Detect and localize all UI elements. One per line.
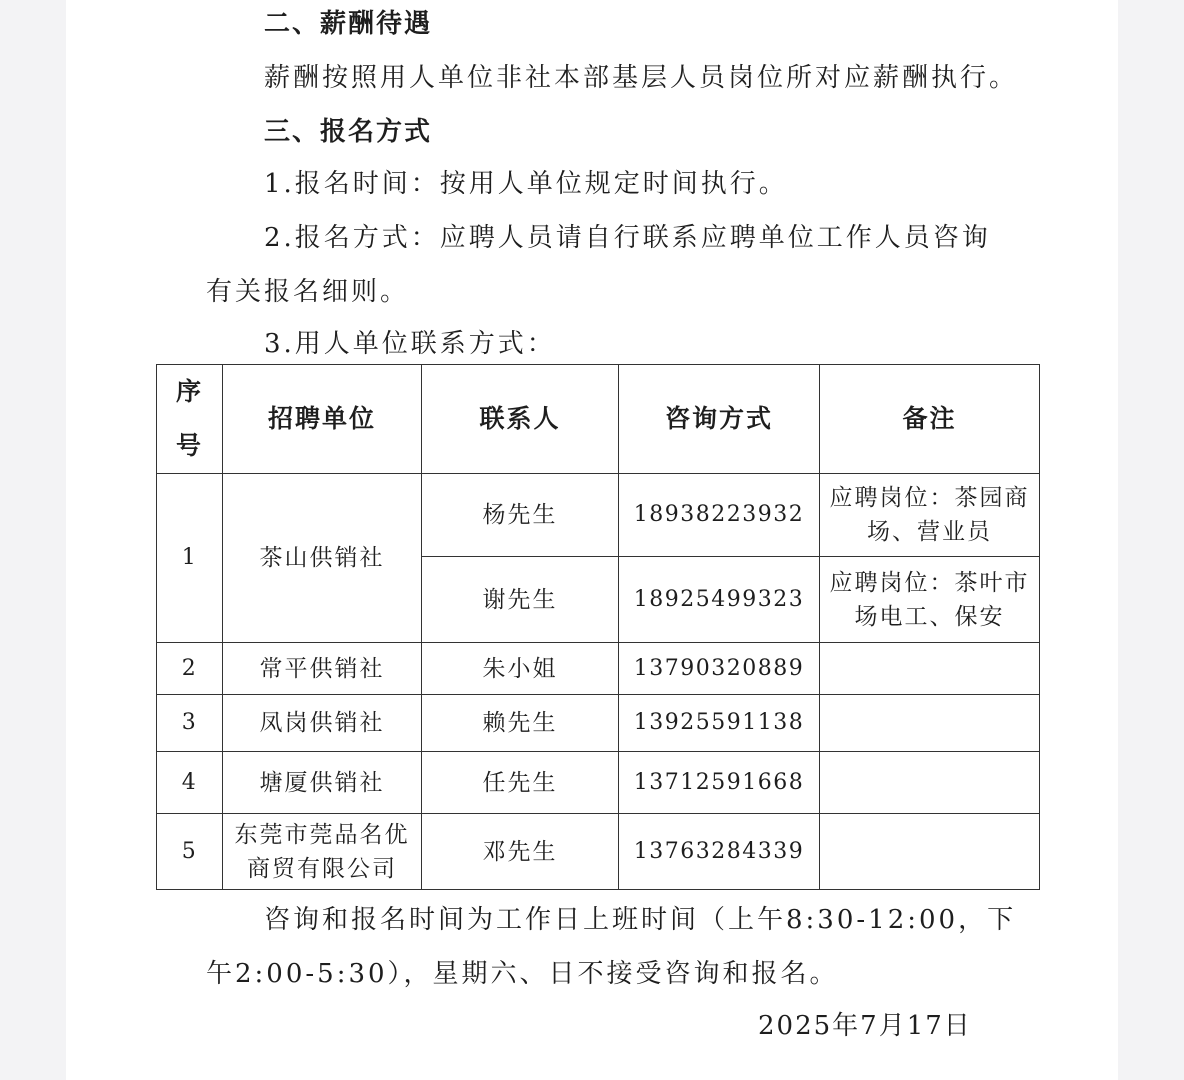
- header-unit: 招聘单位: [223, 365, 422, 474]
- remark-line: 场、营业员: [867, 519, 992, 545]
- signup-method-item: 2.报名方式：应聘人员请自行联系应聘单位工作人员咨询: [264, 223, 991, 253]
- header-phone: 咨询方式: [619, 365, 820, 474]
- contact-info-item: 3.用人单位联系方式：: [264, 329, 556, 359]
- row-remark: [820, 557, 1040, 643]
- row-seq: 3: [157, 695, 223, 752]
- row-phone: 13925591138: [619, 695, 820, 752]
- header-seq-top: 序: [175, 377, 203, 406]
- row-phone: 13790320889: [619, 643, 820, 695]
- row-contact: 任先生: [422, 752, 619, 814]
- inquiry-note-cont: 午2:00-5:30），星期六、日不接受咨询和报名。: [206, 959, 839, 989]
- document-date: 2025年7月17日: [758, 1011, 972, 1041]
- row-phone: 18925499323: [619, 557, 820, 643]
- signup-heading: 三、报名方式: [264, 117, 433, 147]
- salary-text: 薪酬按照用人单位非社本部基层人员岗位所对应薪酬执行。: [264, 63, 1019, 93]
- row-contact: 朱小姐: [422, 643, 619, 695]
- table-row: [157, 643, 1040, 695]
- row-phone: 13763284339: [619, 814, 820, 890]
- remark-line: 应聘岗位：茶叶市: [829, 569, 1030, 596]
- remark-line: 应聘岗位：茶园商: [829, 485, 1030, 511]
- row-contact: 谢先生: [422, 557, 619, 643]
- header-seq: [157, 365, 223, 474]
- table-row: [157, 695, 1040, 752]
- table-row: [157, 814, 1040, 890]
- row-unit: 凤岗供销社: [223, 695, 422, 752]
- row-phone: 18938223932: [619, 474, 820, 557]
- row-remark: [820, 752, 1040, 814]
- row-phone: 13712591668: [619, 752, 820, 814]
- remark-line: 场电工、保安: [854, 603, 1005, 630]
- row-unit: 塘厦供销社: [223, 752, 422, 814]
- table-row: [157, 752, 1040, 814]
- header-seq-bottom: 号: [175, 431, 203, 460]
- row-contact: 邓先生: [422, 814, 619, 890]
- header-remark: 备注: [820, 365, 1040, 474]
- inquiry-note: 咨询和报名时间为工作日上班时间（上午8:30-12:00，下: [264, 905, 1017, 935]
- row-contact: 杨先生: [422, 474, 619, 557]
- row-remark: [820, 474, 1040, 557]
- row-contact: 赖先生: [422, 695, 619, 752]
- row-seq: 2: [157, 643, 223, 695]
- row-unit: 茶山供销社: [223, 474, 422, 643]
- row-unit: 常平供销社: [223, 643, 422, 695]
- row-remark: [820, 643, 1040, 695]
- signup-method-item-cont: 有关报名细则。: [206, 277, 410, 307]
- contact-table: [156, 364, 1040, 890]
- row-seq: 1: [157, 474, 223, 643]
- signup-time-item: 1.报名时间：按用人单位规定时间执行。: [264, 169, 788, 199]
- unit-line: 商贸有限公司: [247, 855, 397, 882]
- row-remark: [820, 695, 1040, 752]
- header-contact: 联系人: [422, 365, 619, 474]
- document-page: [66, 0, 1118, 1080]
- row-seq: 4: [157, 752, 223, 814]
- row-remark: [820, 814, 1040, 890]
- table-header-row: [157, 365, 1040, 474]
- row-seq: 5: [157, 814, 223, 890]
- table-row: [157, 474, 1040, 557]
- salary-heading: 二、薪酬待遇: [264, 9, 433, 39]
- row-unit: [223, 814, 422, 890]
- unit-line: 东莞市莞品名优: [234, 821, 410, 848]
